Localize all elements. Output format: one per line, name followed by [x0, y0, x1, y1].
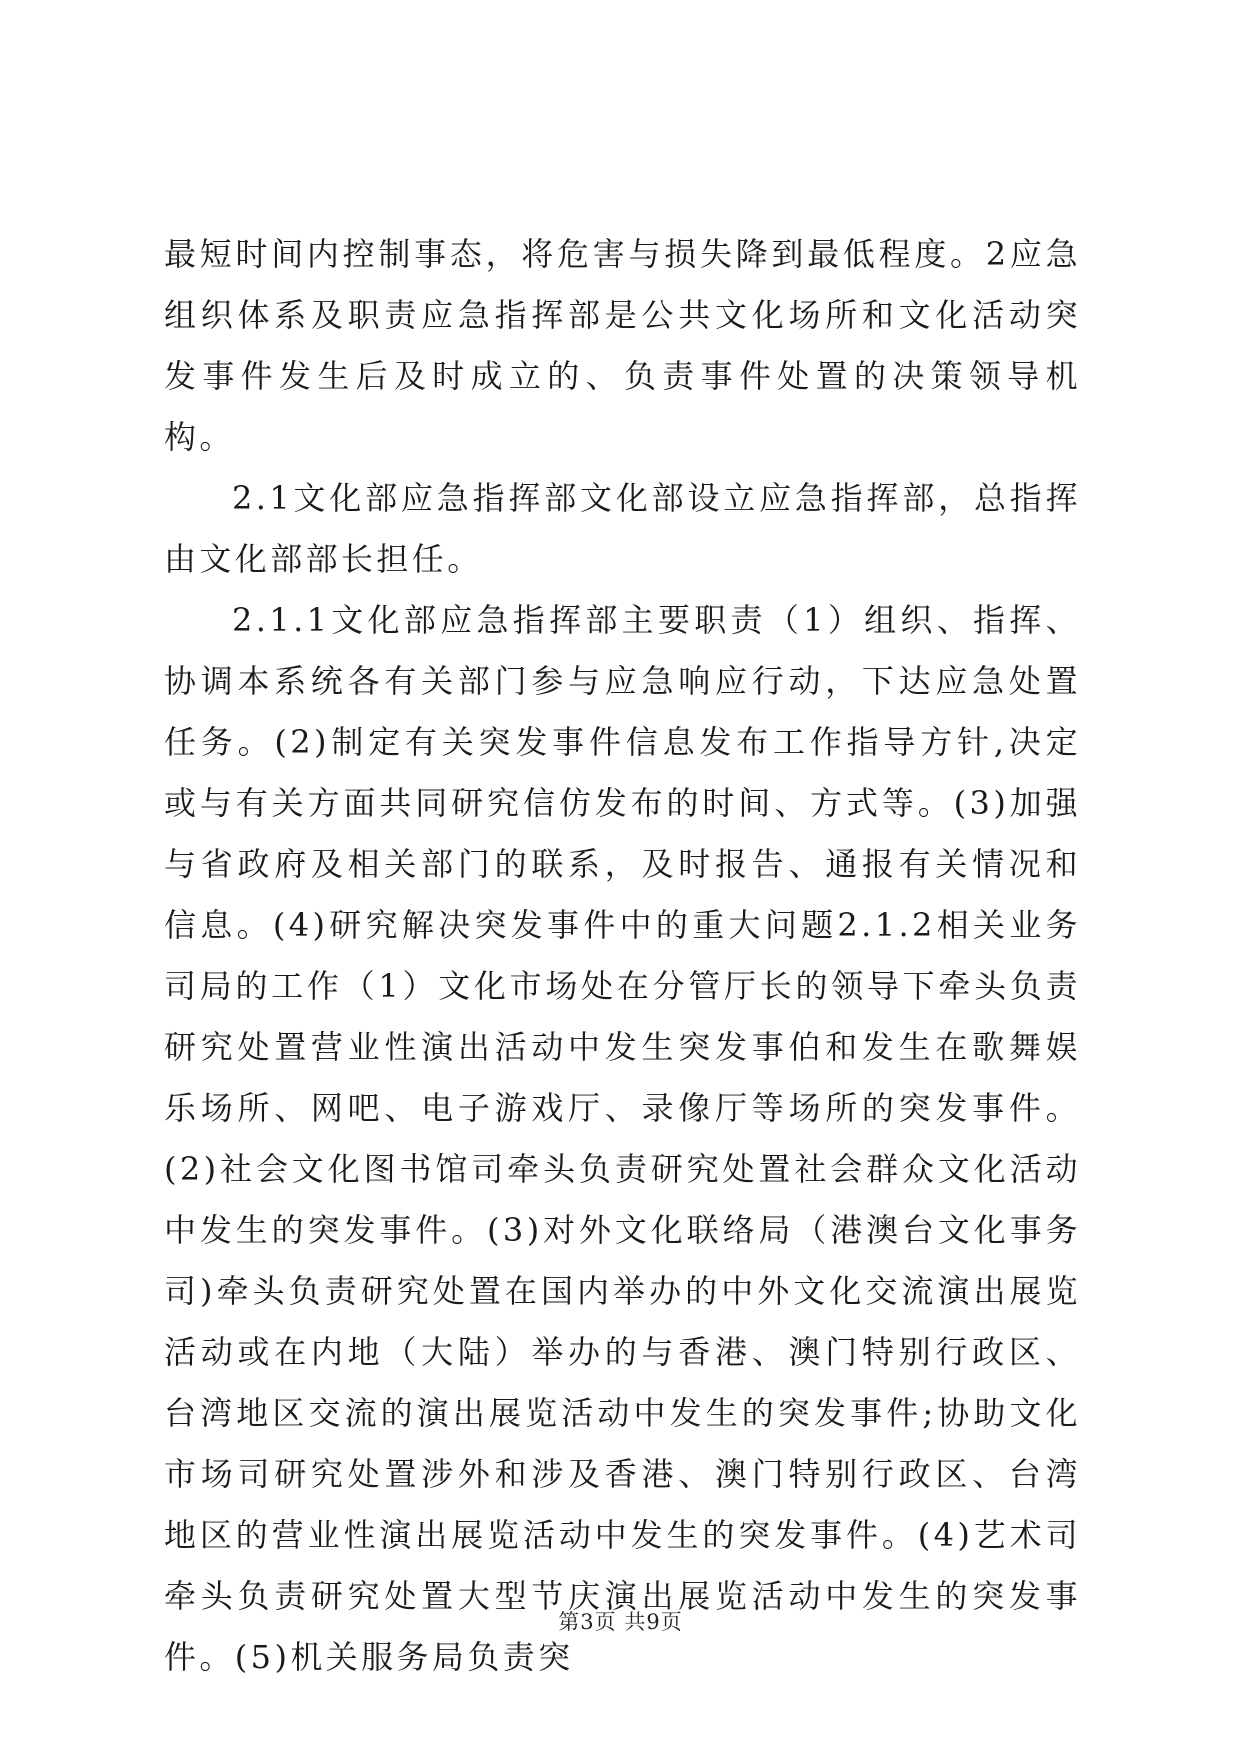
paragraph-2: 2.1文化部应急指挥部文化部设立应急指挥部，总指挥由文化部部长担任。 — [164, 479, 1081, 578]
paragraph-3: 2.1.1文化部应急指挥部主要职责（1）组织、指挥、协调本系统各有关部门参与应急响应行动，下达应急处置任务。(2)制定有关突发事件信息发布工作指导方针,决定或与有关方面共同研究信仿发布的时间、方式等。(3)加强与省政府及相关部门的联系，及时报告、通报有关情况和信息。(4)研究解决突发事件中的重大问题2.1.2相关业务司局的工作（1）文化市场处在分管厅长的领导下牵头负责研究处置营业性演出活动中发生突发事伯和发生在歌舞娱乐场所、网吧、电子游戏厅、录像厅等场所的突发事件。(2)社会文化图书馆司牵头负责研究处置社会群众文化活动中发生的突发事件。(3)对外文化联络局（港澳台文化事务司)牵头负责研究处置在国内举办的中外文化交流演出展览活动或在内地（大陆）举办的与香港、澳门特别行政区、台湾地区交流的演出展览活动中发生的突发事件;协助文化市场司研究处置涉外和涉及香港、澳门特别行政区、台湾地区的营业性演出展览活动中发生的突发事件。(4)艺术司牵头负责研究处置大型节庆演出展览活动中发生的突发事件。(5)机关服务局负责突 — [164, 601, 1081, 1676]
document-body — [164, 224, 1081, 1688]
paragraph-1: 最短时间内控制事态，将危害与损失降到最低程度。2应急组织体系及职责应急指挥部是公共文化场所和文化活动突发事件发生后及时成立的、负责事件处置的决策领导机构。 — [164, 235, 1081, 456]
page-footer: 第3页 共9页 — [558, 1610, 683, 1634]
